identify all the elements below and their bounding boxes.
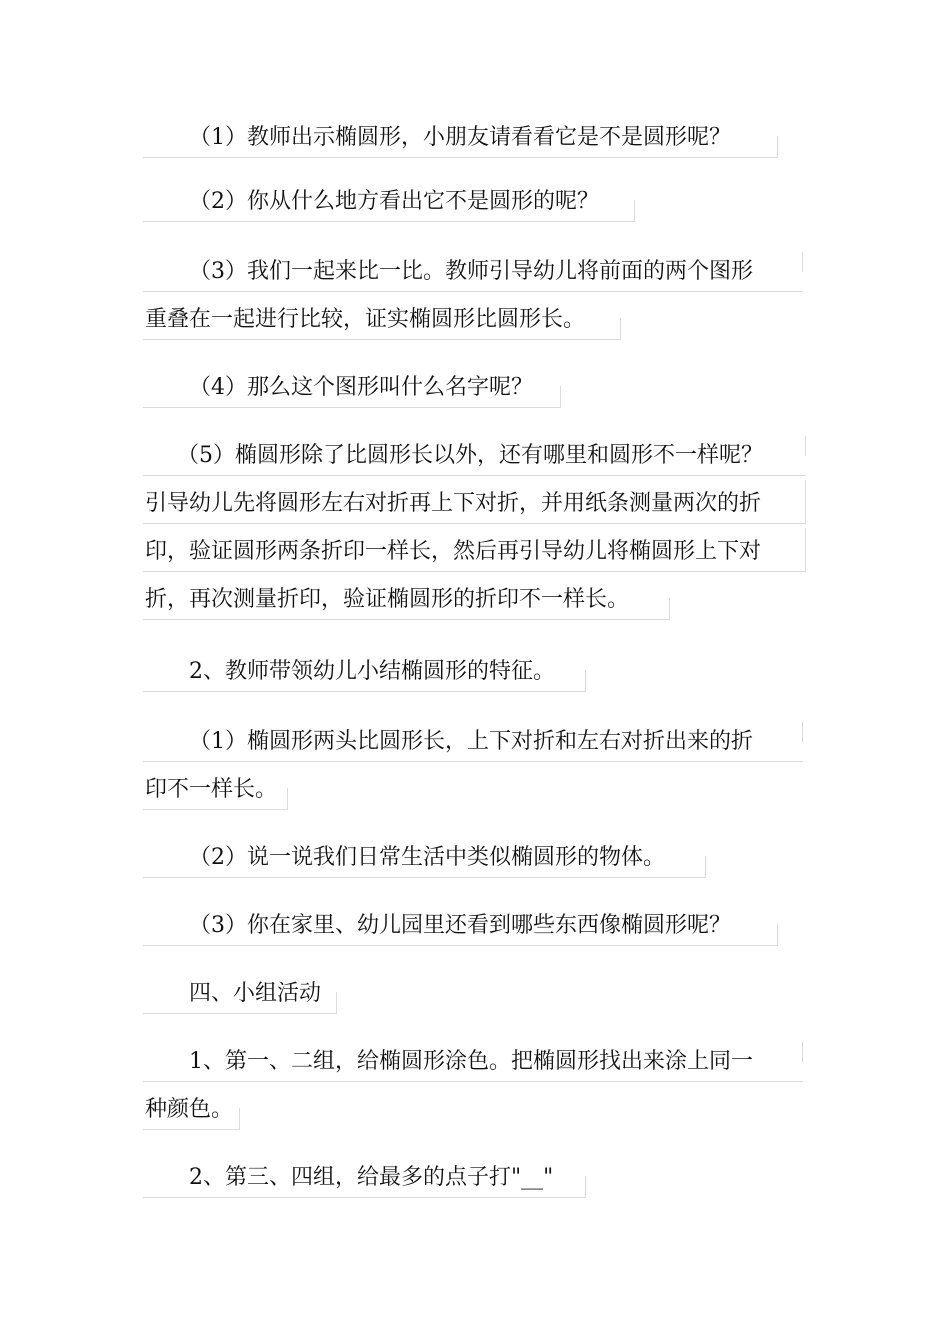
text-line: 1、第一、二组，给椭圆形涂色。把椭圆形找出来涂上同一 (143, 1038, 803, 1086)
text-line: 2、教师带领幼儿小结椭圆形的特征。 (143, 648, 586, 696)
paragraph-1 (143, 114, 778, 162)
paragraph-8 (143, 834, 706, 882)
text-line: 折，再次测量折印，验证椭圆形的折印不一样长。 (143, 576, 670, 624)
text-line: 印，验证圆形两条折印一样长，然后再引导幼儿将椭圆形上下对 (143, 528, 806, 576)
text-line: 重叠在一起进行比较，证实椭圆形比圆形长。 (143, 296, 621, 344)
text-line: （3）我们一起来比一比。教师引导幼儿将前面的两个图形 (143, 248, 803, 296)
text-line: （3）你在家里、幼儿园里还看到哪些东西像椭圆形呢？ (143, 902, 778, 950)
text-line: （1）教师出示椭圆形，小朋友请看看它是不是圆形呢？ (143, 114, 778, 162)
text-line: 印不一样长。 (143, 766, 288, 814)
text-line: （4）那么这个图形叫什么名字呢？ (143, 364, 561, 412)
text-line: 四、小组活动 (143, 970, 337, 1018)
text-line: 引导幼儿先将圆形左右对折再上下对折，并用纸条测量两次的折 (143, 480, 806, 528)
text-line: （2）说一说我们日常生活中类似椭圆形的物体。 (143, 834, 706, 882)
text-line: 2、第三、四组，给最多的点子打"__" (143, 1154, 586, 1202)
paragraph-5 (143, 432, 806, 624)
paragraph-9 (143, 902, 778, 950)
paragraph-2 (143, 178, 635, 226)
text-line: （5）椭圆形除了比圆形长以外，还有哪里和圆形不一样呢？ (143, 432, 806, 480)
paragraph-11 (143, 1038, 803, 1134)
paragraph-6 (143, 648, 586, 696)
text-line: （1）椭圆形两头比圆形长，上下对折和左右对折出来的折 (143, 718, 803, 766)
paragraph-10 (143, 970, 337, 1018)
text-line: 种颜色。 (143, 1086, 240, 1134)
paragraph-3 (143, 248, 803, 344)
paragraph-4 (143, 364, 561, 412)
text-line: （2）你从什么地方看出它不是圆形的呢？ (143, 178, 635, 226)
paragraph-7 (143, 718, 803, 814)
paragraph-12 (143, 1154, 586, 1202)
